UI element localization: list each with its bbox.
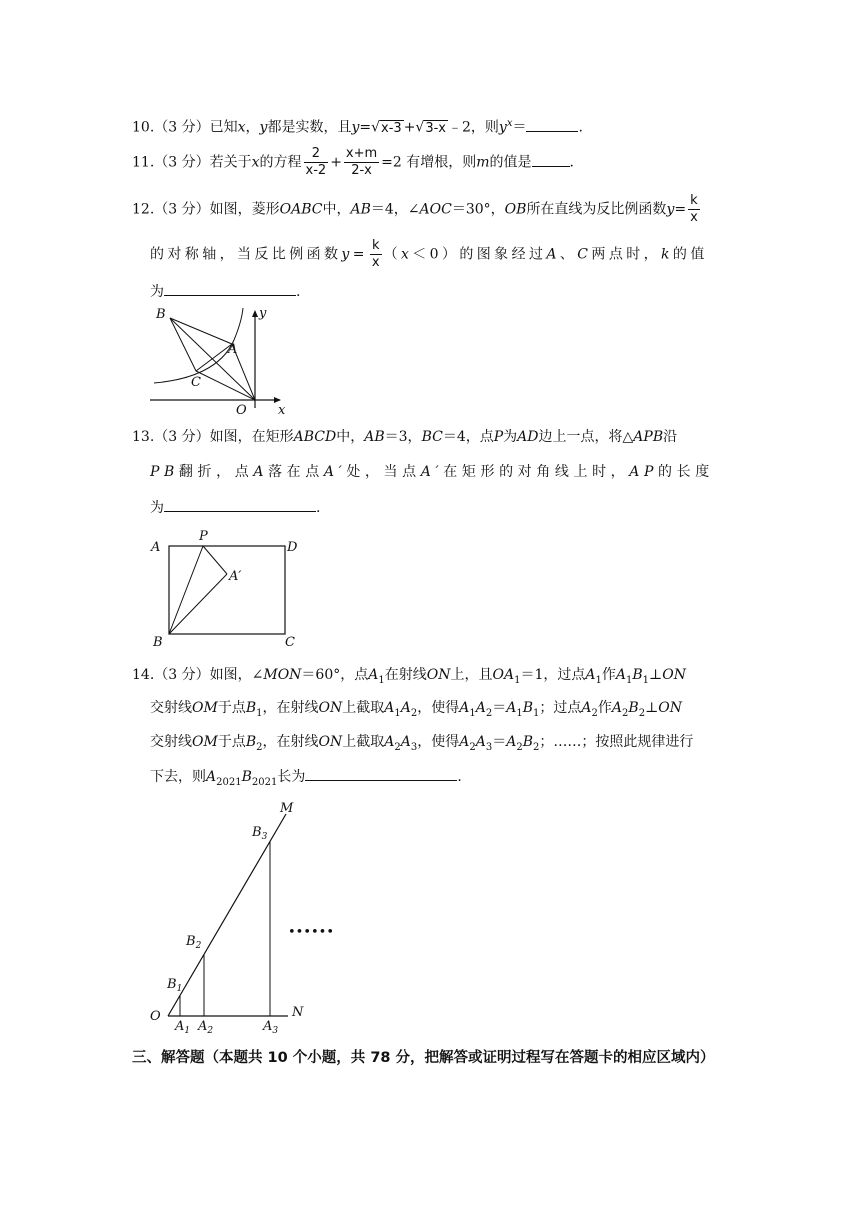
subscript: 2 <box>533 741 540 753</box>
fraction-k-over-x <box>370 238 382 271</box>
ellipsis-dots: •••••• <box>288 925 335 940</box>
point-name: P <box>493 429 504 445</box>
var-m: m <box>476 154 490 171</box>
period: . <box>296 284 301 300</box>
label-N: N <box>292 1005 304 1020</box>
question-14-line-4 <box>150 766 462 793</box>
point-name: A <box>400 734 411 750</box>
answer-blank[interactable] <box>526 117 578 132</box>
denominator: 2-x <box>344 162 379 179</box>
punct: 、 <box>559 246 578 263</box>
point-name: A′ <box>323 464 347 480</box>
sqrt-sign: √ <box>415 119 425 136</box>
radicand-2: 3-x <box>425 120 446 136</box>
segment-PA-prime <box>203 546 227 574</box>
question-number: 13. <box>132 429 155 445</box>
figure-ray-sequence <box>140 798 340 1034</box>
question-text: 的对称轴，当反比例函数 <box>150 246 342 263</box>
point-name: B <box>522 734 534 750</box>
section-3-heading: 三、解答题（本题共 10 个小题，共 78 分，把解答或证明过程写在答题卡的相应区域内） <box>132 1050 715 1066</box>
segment-name: OB <box>504 201 527 218</box>
question-text: 如图，∠ <box>209 667 264 683</box>
point-name: B <box>522 700 534 716</box>
equals: = <box>359 119 372 136</box>
question-text: 作 <box>601 667 616 683</box>
question-text: ；过点 <box>539 700 582 716</box>
question-text: 交射线 <box>150 734 192 750</box>
point-name: A <box>615 667 626 683</box>
question-text: ＝3， <box>384 429 422 445</box>
label-A3-sub: 3 <box>272 1026 279 1034</box>
segment-BA <box>170 318 232 344</box>
subscript: 2021 <box>216 776 242 788</box>
point-name: A <box>475 734 486 750</box>
question-text: 为 <box>150 500 164 516</box>
point-name: A <box>506 734 517 750</box>
question-text: 于点 <box>217 700 246 716</box>
fraction-2 <box>344 146 379 179</box>
subscript: 2 <box>591 707 598 719</box>
question-number: 11. <box>132 154 155 171</box>
label-x: x <box>278 403 286 418</box>
point-name: A <box>384 734 395 750</box>
question-14-line-1 <box>132 665 686 691</box>
label-B1 <box>166 977 182 994</box>
question-text: ，在射线 <box>262 734 319 750</box>
label-A-prime: A′ <box>229 569 242 584</box>
subscript: 3 <box>410 741 418 753</box>
point-name: C <box>577 246 592 263</box>
triangle-name: APB <box>633 429 664 445</box>
ray-name: ON <box>426 667 451 683</box>
answer-blank[interactable] <box>164 497 316 512</box>
question-text: 处，当点 <box>346 464 421 480</box>
question-12-line-1 <box>132 193 702 226</box>
subscript: 1 <box>514 674 521 686</box>
label-B1-letter: B <box>167 977 177 992</box>
label-B3 <box>251 825 268 842</box>
question-text: 如图，在矩形 <box>209 429 294 445</box>
subscript: 2 <box>516 741 523 753</box>
perp-sign: ⊥ <box>649 667 663 683</box>
y-axis-arrow-icon <box>252 310 258 317</box>
subscript: 1 <box>256 707 263 719</box>
label-A1 <box>174 1019 190 1034</box>
fraction-1 <box>304 146 329 179</box>
subscript: 2021 <box>251 776 278 788</box>
segment-name: BC <box>421 429 443 445</box>
label-A2 <box>197 1019 213 1034</box>
question-text: ＝4，∠ <box>370 201 420 218</box>
question-14-line-2 <box>150 698 682 724</box>
question-score: （3 分） <box>154 154 210 171</box>
var-y: y <box>351 119 360 136</box>
question-score: （3 分） <box>154 429 210 445</box>
subscript: 3 <box>485 741 493 753</box>
point-name: A <box>506 700 517 716</box>
question-text: ＝60°，点 <box>301 667 369 683</box>
question-text: ﹣2，则 <box>448 119 499 136</box>
question-12-line-3 <box>150 281 300 302</box>
point-name: A <box>459 734 470 750</box>
answer-blank[interactable] <box>305 766 457 781</box>
var-y: y <box>259 119 268 136</box>
subscript: 1 <box>642 674 650 686</box>
subscript: 1 <box>626 674 633 686</box>
question-text: ＜0）的图象经过 <box>412 246 547 263</box>
question-10 <box>132 114 583 138</box>
label-A2-letter: A <box>198 1019 208 1034</box>
segment-PB <box>169 546 203 634</box>
segment-A-prime-B <box>169 574 227 634</box>
period: . <box>457 769 462 785</box>
plus: + <box>403 119 416 136</box>
equals: = <box>674 201 687 218</box>
punct: ， <box>245 119 260 136</box>
label-C: C <box>191 375 201 390</box>
shape-name: OABC <box>279 201 323 218</box>
label-A3-letter: A <box>263 1019 273 1034</box>
question-text: 的长度 <box>658 464 714 480</box>
numerator: 2 <box>311 146 320 161</box>
label-O: O <box>236 403 247 418</box>
question-11 <box>132 146 574 179</box>
question-text: 交射线 <box>150 700 192 716</box>
equals: ＝ <box>492 734 507 750</box>
question-13-line-1 <box>132 427 677 447</box>
fraction-k-over-x <box>688 193 700 226</box>
question-text: 下去，则 <box>150 769 206 785</box>
point-name: A <box>459 700 470 716</box>
numerator: k <box>371 238 380 253</box>
question-text: 上截取 <box>342 700 385 716</box>
var-k: k <box>661 246 673 263</box>
plus: + <box>330 154 342 171</box>
equals: = <box>352 246 368 263</box>
period: . <box>569 154 574 171</box>
segment-BC <box>170 318 196 371</box>
label-A2-sub: 2 <box>207 1026 214 1034</box>
point-name: B <box>245 734 257 750</box>
question-number: 14. <box>132 667 155 683</box>
question-text: 于点 <box>217 734 246 750</box>
sqrt-sign: √ <box>371 119 381 136</box>
ray-name: ON <box>318 734 343 750</box>
point-name: B <box>241 769 252 785</box>
point-name: B <box>632 667 643 683</box>
question-text: ，在射线 <box>262 700 319 716</box>
question-text: （ <box>383 246 401 263</box>
question-text: 沿 <box>663 429 678 445</box>
label-B2-sub: 2 <box>195 941 202 951</box>
question-text: =2 有增根，则 <box>381 154 477 171</box>
question-text: 中， <box>336 429 365 445</box>
subscript: 2 <box>256 741 263 753</box>
question-text: ＝30°， <box>451 201 505 218</box>
subscript: 1 <box>469 707 476 719</box>
angle-name: MON <box>263 667 302 683</box>
question-text: 上，且 <box>450 667 493 683</box>
label-O: O <box>150 1009 161 1024</box>
var-y: y <box>341 246 353 263</box>
label-B: B <box>153 635 163 650</box>
label-C: C <box>285 635 295 650</box>
point-name: A <box>546 246 560 263</box>
question-text: 为 <box>150 284 164 300</box>
segment-name: AB <box>364 429 385 445</box>
subscript: 1 <box>595 674 602 686</box>
question-text: 已知 <box>209 119 238 136</box>
question-text: ，使得 <box>417 734 460 750</box>
subscript: 2 <box>638 707 646 719</box>
var-y: y <box>666 201 675 218</box>
var-x: x <box>251 154 260 171</box>
label-M: M <box>280 801 294 816</box>
period: . <box>316 500 321 516</box>
label-A1-letter: A <box>175 1019 185 1034</box>
denominator: x <box>371 255 380 270</box>
question-text: 所在直线为反比例函数 <box>526 201 667 218</box>
question-13-line-2 <box>150 462 714 482</box>
subscript: 1 <box>516 707 523 719</box>
segment-name: PB <box>150 464 179 480</box>
point-name: A <box>581 700 592 716</box>
label-B3-letter: B <box>252 825 262 840</box>
var-y: y <box>498 119 507 136</box>
answer-blank[interactable] <box>164 281 296 296</box>
label-P: P <box>199 529 208 544</box>
question-text: 在射线 <box>384 667 427 683</box>
question-text: 翻折，点 <box>178 464 254 480</box>
question-text: 落在点 <box>268 464 324 480</box>
subscript: 1 <box>394 707 401 719</box>
question-text: 都是实数，且 <box>267 119 352 136</box>
shape-name: ABCD <box>293 429 337 445</box>
question-text: 中， <box>322 201 351 218</box>
label-B2-letter: B <box>186 934 196 949</box>
perp-sign: ⊥ <box>645 700 659 716</box>
ray-name: ON <box>318 700 343 716</box>
segment-name: AB <box>350 201 371 218</box>
numerator: x+m <box>345 146 378 161</box>
subscript: 2 <box>394 741 401 753</box>
label-A: A <box>151 540 161 555</box>
ray-name: OM <box>192 700 218 716</box>
segment-name: AP <box>629 464 658 480</box>
label-y: y <box>259 306 267 321</box>
denominator: x <box>690 210 698 225</box>
answer-blank[interactable] <box>532 152 570 167</box>
question-13-line-3 <box>150 497 320 518</box>
period: . <box>578 119 583 136</box>
subscript: 2 <box>469 741 476 753</box>
label-B1-sub: 1 <box>176 984 183 994</box>
question-12-line-2 <box>150 238 708 271</box>
question-text: 上截取 <box>342 734 385 750</box>
ray-name: OM <box>192 734 218 750</box>
denominator: x-2 <box>305 163 327 178</box>
question-text: 边上一点，将△ <box>538 429 634 445</box>
point-name: A <box>611 700 623 716</box>
segment-name: OA <box>492 667 515 683</box>
subscript: 1 <box>378 674 385 686</box>
question-text: 的方程 <box>259 154 302 171</box>
question-text: 如图，菱形 <box>209 201 280 218</box>
equals: ＝ <box>512 119 527 136</box>
label-B: B <box>156 307 166 322</box>
question-score: （3 分） <box>154 119 210 136</box>
equals: ＝ <box>492 700 507 716</box>
segment-CO <box>196 371 255 400</box>
point-name: B <box>628 700 639 716</box>
point-name: B <box>245 700 257 716</box>
question-text: 作 <box>597 700 612 716</box>
point-name: A <box>585 667 596 683</box>
label-A3 <box>262 1019 278 1034</box>
label-B3-sub: 3 <box>261 832 268 842</box>
point-name: A <box>253 464 269 480</box>
angle-name: AOC <box>419 201 452 218</box>
exponent: x <box>506 118 513 129</box>
question-score: （3 分） <box>154 201 210 218</box>
point-name: A <box>475 700 486 716</box>
question-score: （3 分） <box>154 667 210 683</box>
question-text: ；……；按照此规律进行 <box>539 734 694 750</box>
ray-name: ON <box>658 700 682 716</box>
question-text: 的值是 <box>489 154 532 171</box>
label-B2 <box>185 934 202 951</box>
figure-rectangle-fold <box>145 526 315 652</box>
question-text: 在矩形的对角线上时， <box>443 464 630 480</box>
radicand-1: x-3 <box>381 120 402 136</box>
ray-OM <box>168 814 286 1016</box>
subscript: 1 <box>533 707 540 719</box>
point-name: A <box>384 700 395 716</box>
question-text: ＝4，点 <box>442 429 494 445</box>
segment-name: AD <box>517 429 539 445</box>
label-A1-sub: 1 <box>184 1026 191 1034</box>
numerator: k <box>690 193 698 208</box>
subscript: 2 <box>622 707 629 719</box>
question-text: 为 <box>503 429 518 445</box>
question-text: 长为 <box>277 769 306 785</box>
question-text: ＝1，过点 <box>520 667 586 683</box>
subscript: 2 <box>485 707 493 719</box>
point-name: A <box>368 667 379 683</box>
subscript: 2 <box>410 707 418 719</box>
question-number: 12. <box>132 201 155 218</box>
question-14-line-3 <box>150 732 693 758</box>
figure-rhombus-hyperbola <box>140 300 300 418</box>
ray-name: ON <box>662 667 686 683</box>
var-x: x <box>237 119 246 136</box>
label-A: A <box>228 342 238 357</box>
question-text: 两点时， <box>591 246 662 263</box>
label-D: D <box>287 540 298 555</box>
point-name: A′ <box>420 464 444 480</box>
point-name: A <box>400 700 411 716</box>
var-x: x <box>400 246 413 263</box>
question-text: 的值 <box>672 246 708 263</box>
point-name: A <box>206 769 217 785</box>
question-number: 10. <box>132 119 155 136</box>
question-text: ，使得 <box>417 700 460 716</box>
question-text: 若关于 <box>209 154 252 171</box>
